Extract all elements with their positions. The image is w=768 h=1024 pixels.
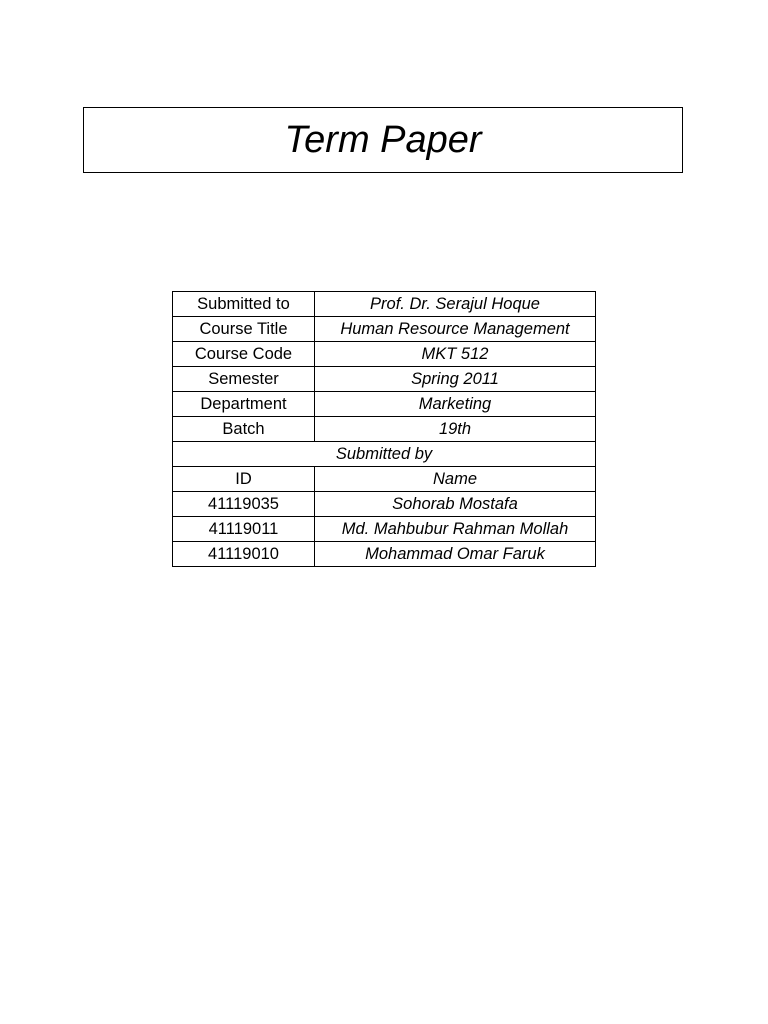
submitted-to-value: Prof. Dr. Serajul Hoque bbox=[315, 292, 596, 317]
document-title: Term Paper bbox=[284, 119, 482, 161]
department-value: Marketing bbox=[315, 392, 596, 417]
member-name: Md. Mahbubur Rahman Mollah bbox=[315, 517, 596, 542]
table-header-row bbox=[173, 467, 596, 492]
name-column-header: Name bbox=[315, 467, 596, 492]
course-code-label: Course Code bbox=[173, 342, 315, 367]
submitted-by-heading: Submitted by bbox=[173, 442, 596, 467]
department-label: Department bbox=[173, 392, 315, 417]
table-row bbox=[173, 392, 596, 417]
member-name: Sohorab Mostafa bbox=[315, 492, 596, 517]
table-row bbox=[173, 317, 596, 342]
submitted-to-label: Submitted to bbox=[173, 292, 315, 317]
batch-value: 19th bbox=[315, 417, 596, 442]
course-title-value: Human Resource Management bbox=[315, 317, 596, 342]
course-info-table bbox=[172, 291, 596, 567]
semester-value: Spring 2011 bbox=[315, 367, 596, 392]
table-row bbox=[173, 517, 596, 542]
table-row bbox=[173, 442, 596, 467]
table-row bbox=[173, 492, 596, 517]
member-id: 41119011 bbox=[173, 517, 315, 542]
member-name: Mohammad Omar Faruk bbox=[315, 542, 596, 567]
title-box bbox=[83, 107, 683, 173]
table-row bbox=[173, 417, 596, 442]
table-row bbox=[173, 292, 596, 317]
table-row bbox=[173, 542, 596, 567]
id-column-header: ID bbox=[173, 467, 315, 492]
table-row bbox=[173, 367, 596, 392]
batch-label: Batch bbox=[173, 417, 315, 442]
semester-label: Semester bbox=[173, 367, 315, 392]
member-id: 41119010 bbox=[173, 542, 315, 567]
table-row bbox=[173, 342, 596, 367]
course-title-label: Course Title bbox=[173, 317, 315, 342]
member-id: 41119035 bbox=[173, 492, 315, 517]
course-code-value: MKT 512 bbox=[315, 342, 596, 367]
